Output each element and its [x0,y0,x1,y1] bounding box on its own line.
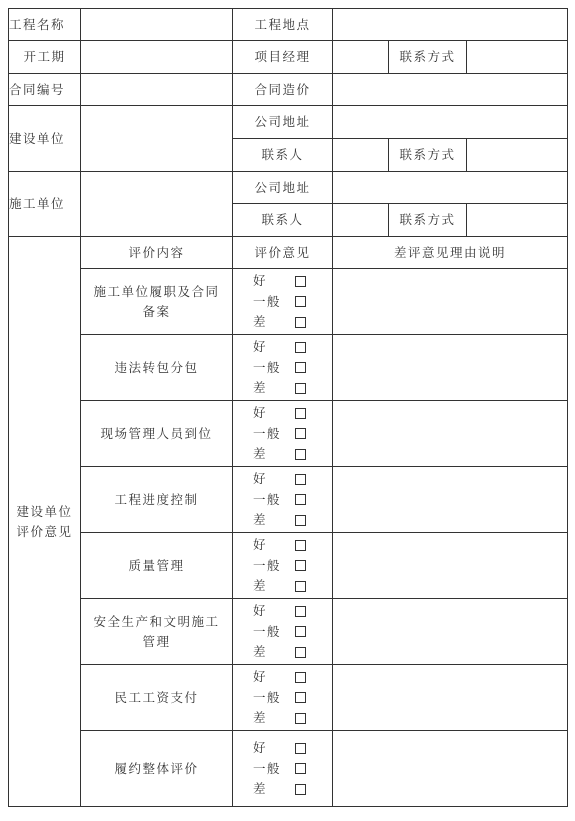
manager-contact-label: 联系方式 [389,41,467,74]
rating-option-label: 好 [253,669,268,684]
rating-option [253,423,332,444]
construction-contact-method-label: 联系方式 [389,204,467,237]
rating-option-label: 差 [253,644,268,659]
rating-checkbox[interactable] [295,428,306,439]
start-period-field[interactable] [81,41,233,74]
contract-price-field[interactable] [333,74,568,106]
rating-option-label: 一般 [253,491,282,507]
evaluation-section-label: 建设单位评价意见 [9,237,81,807]
negative-reason-field[interactable] [333,665,568,731]
rating-option [253,510,332,531]
project-site-field[interactable] [333,9,568,41]
rating-option-label: 好 [253,339,268,354]
evaluation-options [233,467,333,533]
project-name-field[interactable] [81,9,233,41]
form-table [8,8,568,807]
start-period-label: 开工期 [9,41,81,74]
rating-checkbox[interactable] [295,362,306,373]
evaluation-form [8,8,568,807]
rating-checkbox[interactable] [295,647,306,658]
rating-checkbox[interactable] [295,581,306,592]
rating-option-label: 差 [253,578,268,593]
contract-no-label: 合同编号 [9,74,81,106]
rating-option [253,601,332,622]
builder-contact-method-field[interactable] [467,139,568,172]
rating-option-label: 一般 [253,760,282,776]
negative-reason-field[interactable] [333,533,568,599]
rating-option-label: 好 [253,537,268,552]
evaluation-row [9,533,568,599]
rating-checkbox[interactable] [295,296,306,307]
evaluation-item-label: 安全生产和文明施工管理 [81,599,233,665]
builder-contact-method-label: 联系方式 [389,139,467,172]
evaluation-item-label: 履约整体评价 [81,731,233,807]
rating-checkbox[interactable] [295,515,306,526]
rating-checkbox[interactable] [295,383,306,394]
rating-checkbox[interactable] [295,408,306,419]
evaluation-row [9,335,568,401]
evaluation-options [233,731,333,807]
manager-contact-field[interactable] [467,41,568,74]
evaluation-row [9,599,568,665]
construction-contact-person-label: 联系人 [233,204,333,237]
rating-option-label: 一般 [253,425,282,441]
rating-option [253,758,332,779]
rating-checkbox[interactable] [295,474,306,485]
rating-option [253,291,332,312]
rating-option [253,444,332,465]
rating-option [253,621,332,642]
rating-option-label: 差 [253,446,268,461]
project-manager-label: 项目经理 [233,41,333,74]
negative-reason-field[interactable] [333,401,568,467]
rating-option [253,555,332,576]
evaluation-options [233,599,333,665]
evaluation-row [9,269,568,335]
evaluation-options [233,533,333,599]
construction-address-field[interactable] [333,172,568,204]
builder-address-label: 公司地址 [233,106,333,139]
evaluation-options [233,269,333,335]
rating-checkbox[interactable] [295,784,306,795]
construction-unit-field[interactable] [81,172,233,237]
rating-checkbox[interactable] [295,763,306,774]
project-site-label: 工程地点 [233,9,333,41]
rating-option-label: 好 [253,405,268,420]
rating-checkbox[interactable] [295,626,306,637]
rating-option [253,642,332,663]
rating-option-label: 好 [253,603,268,618]
evaluation-options [233,665,333,731]
evaluation-options [233,401,333,467]
rating-option [253,667,332,688]
evaluation-item-label: 民工工资支付 [81,665,233,731]
builder-contact-person-label: 联系人 [233,139,333,172]
evaluation-item-label: 质量管理 [81,533,233,599]
rating-option [253,489,332,510]
evaluation-row [9,401,568,467]
negative-reason-field[interactable] [333,599,568,665]
rating-option [253,708,332,729]
construction-contact-person-field[interactable] [333,204,389,237]
rating-option-label: 差 [253,512,268,527]
evaluation-item-label: 工程进度控制 [81,467,233,533]
rating-option-label: 一般 [253,623,282,639]
rating-option [253,779,332,800]
contract-no-field[interactable] [81,74,233,106]
rating-option [253,312,332,333]
evaluation-row [9,731,568,807]
rating-checkbox[interactable] [295,743,306,754]
rating-option [253,357,332,378]
negative-reason-field[interactable] [333,335,568,401]
project-manager-field[interactable] [333,41,389,74]
rating-option [253,271,332,292]
rating-option-label: 一般 [253,557,282,573]
negative-reason-field[interactable] [333,269,568,335]
rating-option-label: 一般 [253,689,282,705]
negative-reason-field[interactable] [333,731,568,807]
rating-option-label: 差 [253,314,268,329]
evaluation-options [233,335,333,401]
rating-checkbox[interactable] [295,606,306,617]
rating-option-label: 差 [253,380,268,395]
rating-option [253,469,332,490]
contract-price-label: 合同造价 [233,74,333,106]
evaluation-item-label: 违法转包分包 [81,335,233,401]
evaluation-row [9,467,568,533]
builder-address-field[interactable] [333,106,568,139]
negative-reason-field[interactable] [333,467,568,533]
builder-unit-label: 建设单位 [9,106,81,172]
rating-checkbox[interactable] [295,317,306,328]
project-name-label: 工程名称 [9,9,81,41]
rating-option [253,403,332,424]
rating-checkbox[interactable] [295,560,306,571]
rating-option-label: 差 [253,710,268,725]
rating-option [253,576,332,597]
construction-unit-label: 施工单位 [9,172,81,237]
rating-option-label: 好 [253,740,268,755]
rating-option [253,535,332,556]
rating-option [253,738,332,759]
column-header-note: 差评意见理由说明 [333,237,568,269]
rating-checkbox[interactable] [295,276,306,287]
rating-checkbox[interactable] [295,713,306,724]
rating-option [253,337,332,358]
rating-option-label: 好 [253,471,268,486]
rating-option [253,378,332,399]
rating-option [253,687,332,708]
column-header-opinion: 评价意见 [233,237,333,269]
rating-option-label: 一般 [253,293,282,309]
rating-option-label: 好 [253,273,268,288]
construction-contact-method-field[interactable] [467,204,568,237]
rating-option-label: 差 [253,781,268,796]
rating-checkbox[interactable] [295,692,306,703]
construction-address-label: 公司地址 [233,172,333,204]
rating-option-label: 一般 [253,359,282,375]
builder-contact-person-field[interactable] [333,139,389,172]
evaluation-item-label: 施工单位履职及合同备案 [81,269,233,335]
rating-checkbox[interactable] [295,342,306,353]
column-header-content: 评价内容 [81,237,233,269]
rating-checkbox[interactable] [295,494,306,505]
evaluation-item-label: 现场管理人员到位 [81,401,233,467]
builder-unit-field[interactable] [81,106,233,172]
evaluation-row [9,665,568,731]
rating-checkbox[interactable] [295,449,306,460]
rating-checkbox[interactable] [295,540,306,551]
rating-checkbox[interactable] [295,672,306,683]
